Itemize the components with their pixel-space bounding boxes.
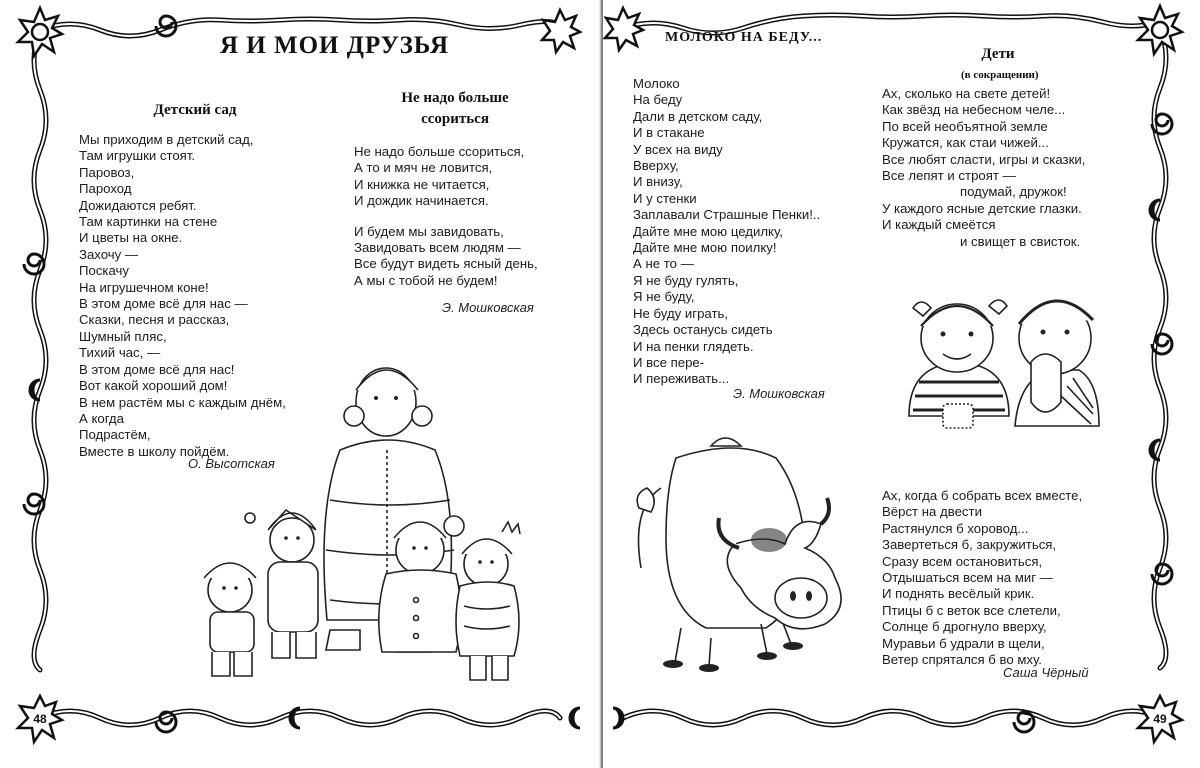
- poem-line: И будем мы завидовать,: [354, 223, 504, 239]
- poem-line: Дайте мне мою поилку!: [633, 240, 777, 256]
- poem-line: В этом доме всё для нас —: [79, 296, 248, 312]
- poem-line: И в стакане: [633, 125, 705, 141]
- poem-line: Все лепят и строят —: [882, 168, 1016, 184]
- poem-line: Там игрушки стоят.: [79, 148, 196, 164]
- poem-line: И все пере-: [633, 354, 705, 370]
- poem-deti-stanza1: [882, 86, 1085, 250]
- poem-line: Дожидаются ребят.: [79, 197, 197, 213]
- poem-subtitle-deti: (в сокращении): [961, 69, 1039, 81]
- poem-line: У каждого ясные детские глазки.: [882, 200, 1082, 216]
- author-moshkovskaya-2: Э. Мошковская: [733, 386, 825, 401]
- poem-line: На беду: [633, 92, 683, 108]
- poem-line: Подрастём,: [79, 427, 151, 443]
- poem-line: В нем растём мы с каждым днём,: [79, 394, 286, 410]
- poem-line: И переживать...: [633, 371, 730, 387]
- poem-line: А мы с тобой не будем!: [354, 272, 498, 288]
- poem-line: Поскачу: [79, 263, 129, 279]
- poem-line: Вверху,: [633, 158, 679, 174]
- poem-line: Захочу —: [79, 246, 139, 262]
- poem-line: Сказки, песня и рассказ,: [79, 312, 230, 328]
- poem-line: Дайте мне мою цедилку,: [633, 223, 783, 239]
- poem-deti-stanza2: [882, 488, 1082, 668]
- illustration-teacher-children: [190, 350, 570, 690]
- poem-line: И дождик начинается.: [354, 193, 489, 209]
- poem-line: Все любят сласти, игры и сказки,: [882, 151, 1086, 167]
- poem-line: У всех на виду: [633, 141, 723, 157]
- poem-line: Тихий час, —: [79, 345, 161, 361]
- poem-title-detsky-sad: Детский сад: [153, 102, 237, 118]
- poem-moloko: [633, 76, 820, 388]
- poem-line: Дали в детском саду,: [633, 108, 763, 124]
- poem-line: Не надо больше ссориться,: [354, 144, 525, 159]
- poem-line: Отдышаться всем на миг —: [882, 570, 1053, 586]
- poem-line: Солнце б дрогнуло вверху,: [882, 619, 1047, 635]
- poem-line: И у стенки: [633, 190, 697, 206]
- poem-line: и свищет в свисток.: [960, 233, 1081, 249]
- poem-line: И каждый смеётся: [882, 217, 996, 233]
- author-sasha-cherny: Саша Чёрный: [1003, 665, 1089, 680]
- section-title: Я И МОИ ДРУЗЬЯ: [220, 32, 450, 59]
- poem-line: Растянулся б хоровод...: [882, 520, 1029, 536]
- author-moshkovskaya: Э. Мошковская: [442, 300, 534, 315]
- poem-title-moloko: МОЛОКО НА БЕДУ...: [665, 30, 823, 45]
- poem-line: Кружатся, как стаи чижей...: [882, 135, 1049, 151]
- poem-title-line: Не надо больше: [401, 90, 509, 106]
- poem-line: Как звёзд на небесном челе...: [882, 102, 1066, 118]
- poem-line: Паровоз,: [79, 164, 135, 180]
- poem-line: Завертеться б, закружиться,: [882, 537, 1057, 553]
- poem-title-ne-nado-ssoritsya: [355, 88, 555, 130]
- poem-line: Шумный пляс,: [79, 328, 167, 344]
- poem-line: Вместе в школу пойдём.: [79, 443, 230, 459]
- poem-line: Я не буду гулять,: [633, 272, 739, 288]
- poem-line: Там картинки на стене: [79, 214, 218, 230]
- poem-line: Муравьи б удрали в щели,: [882, 635, 1045, 651]
- poem-line: В этом доме всё для нас!: [79, 361, 235, 377]
- poem-line: Все будут видеть ясный день,: [354, 256, 538, 272]
- poem-line: Я не буду,: [633, 289, 695, 305]
- poem-line: Завидовать всем людям —: [354, 240, 521, 256]
- poem-line: А то и мяч не ловится,: [354, 160, 493, 176]
- poem-line: Здесь останусь сидеть: [633, 322, 773, 338]
- page-number-left: 48: [33, 712, 47, 726]
- poem-line: А когда: [79, 410, 124, 426]
- poem-line: Не буду играть,: [633, 305, 729, 321]
- illustration-cow: [621, 428, 871, 678]
- poem-ne-nado-ssoritsya: [354, 144, 538, 289]
- poem-line: Вёрст на двести: [882, 504, 982, 520]
- poem-line: Ах, когда б собрать всех вместе,: [882, 488, 1083, 503]
- poem-line: Сразу всем остановиться,: [882, 553, 1043, 569]
- poem-line: И на пенки глядеть.: [633, 338, 754, 354]
- poem-line: И книжка не читается,: [354, 176, 490, 192]
- poem-title-line: ссориться: [421, 111, 489, 127]
- poem-line: И поднять весёлый крик.: [882, 586, 1035, 602]
- poem-line: Молоко: [633, 76, 680, 91]
- poem-line: Пароход: [79, 181, 132, 197]
- poem-line: Вот какой хороший дом!: [79, 378, 228, 394]
- poem-line: Ветер спрятался б во мху.: [882, 652, 1042, 668]
- poem-line: подумай, дружок!: [960, 184, 1067, 200]
- poem-line: Мы приходим в детский сад,: [79, 132, 254, 147]
- poem-line: По всей необъятной земле: [882, 118, 1048, 134]
- poem-line: Заплавали Страшные Пенки!..: [633, 207, 821, 223]
- poem-line: И внизу,: [633, 174, 683, 190]
- poem-line: Птицы б с веток все слетели,: [882, 602, 1061, 618]
- right-page: [603, 0, 1200, 768]
- poem-line: А не то —: [633, 256, 694, 272]
- poem-title-deti: Дети: [981, 46, 1015, 62]
- illustration-girl-and-boy: [895, 286, 1105, 461]
- poem-line: И цветы на окне.: [79, 230, 183, 246]
- page-number-right: 49: [1153, 712, 1167, 726]
- poem-line: Ах, сколько на свете детей!: [882, 86, 1051, 101]
- author-vysotskaya: О. Высотская: [188, 456, 275, 471]
- poem-line: На игрушечном коне!: [79, 279, 209, 295]
